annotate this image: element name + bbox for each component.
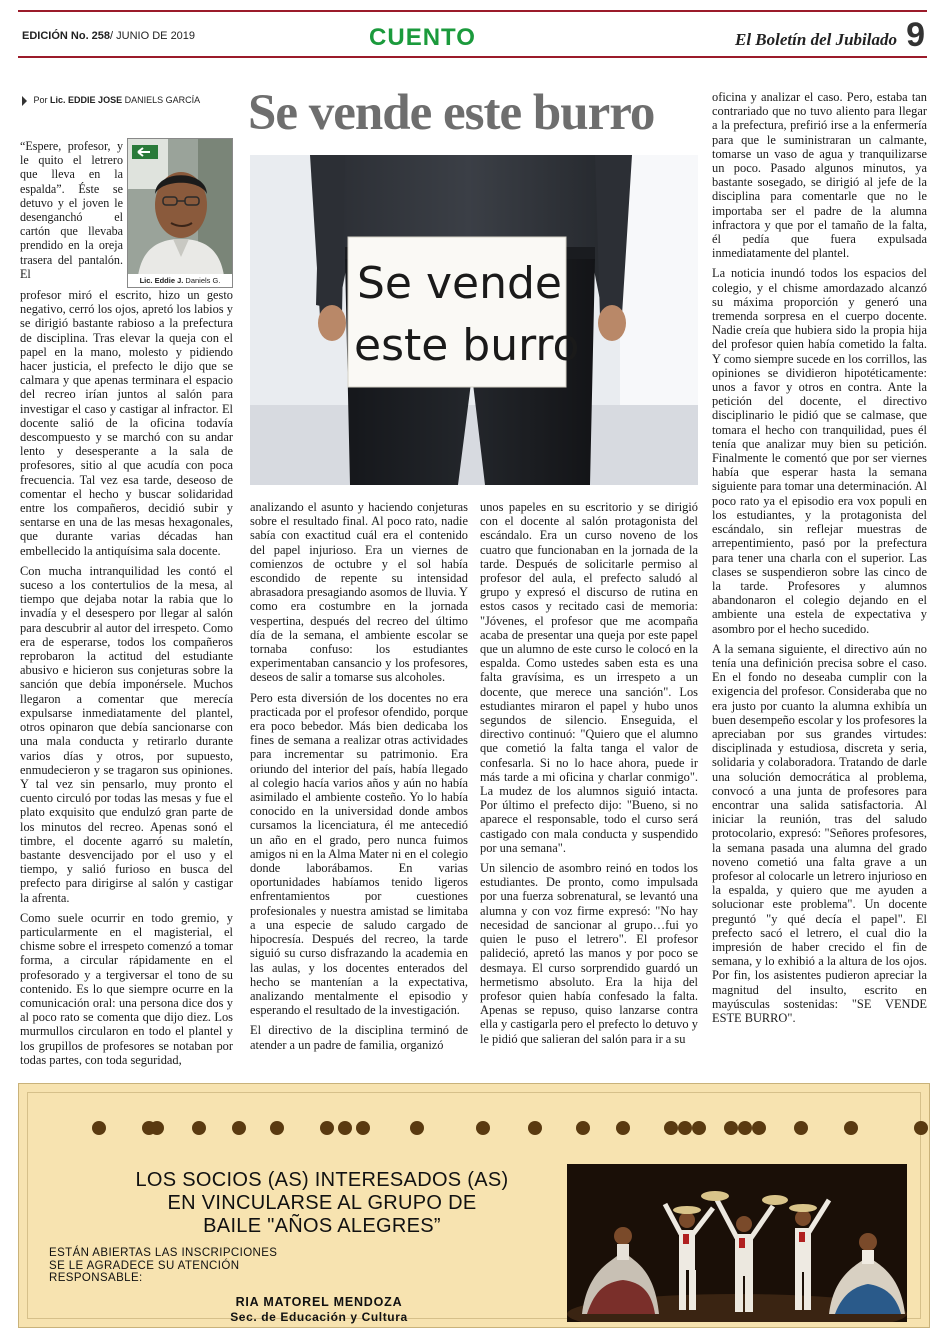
paragraph: Pero esta diversión de los docentes no era practicada por el profesor ofendido, porque era poco bebedor. Más bien dedicaba los fines de semana a realizar otras actividades para incrementar su patrimonio. Era oriundo del interior del país, había llegado al colegio hacía varios años y aún no había asimilado el ambiente costeño. Yo lo había conocido en la universidad donde ambos cursamos la licenciatura, él me antecedió un año en el grado, pero nunca fuimos amigos ni en la Alma Mater ni en el colegio donde laborábamos. En varias oportunidades habíamos tenido ligeros enfrentamientos por cuestiones profesionales y nuestra amistad se limitaba a una especie de saludo cargado de hipocresía. Después del recreo, la tarde siguió su curso disfrazando la academia en las aulas, y los docentes enterados del hecho se mantenían a la expectativa, analizando mentalmente el episodio y esperando el resultado de la investigación. (250, 690, 468, 1018)
edition-date: JUNIO DE 2019 (116, 30, 196, 42)
paragraph: oficina y analizar el caso. Pero, estaba tan contrariado que no tuvo aliento para llegar a la prefectura, prefirió irse a la enfermería para que le suministraran un calmante, tomarse un vaso de agua y tranquilizarse un poco. Pasado algunos minutos, ya bastante sosegado, se dirigió al jefe de la disciplina para comentarle que no le importaba ser el padre de la alumna infractora y que por el tamaño de la falta, él pedía que fuera expulsada inmediatamente del plantel. (712, 90, 927, 261)
header-top-rule (18, 10, 927, 12)
ad-contact-name: RIA MATOREL MENDOZA (235, 1295, 403, 1309)
sign-line2: este burro (354, 320, 580, 371)
sign-line1: Se vende (357, 258, 562, 309)
page-number: 9 (906, 16, 925, 54)
byline-prefix: Por (33, 95, 48, 105)
author-caption-bold: Lic. Eddie J. (139, 276, 184, 285)
column-2 (250, 500, 468, 1058)
ad-sub-line1: ESTÁN ABIERTAS LAS INSCRIPCIONES (49, 1247, 278, 1259)
column-3 (480, 500, 698, 1052)
ad-subtext (49, 1247, 379, 1285)
byline-name-bold: Lic. EDDIE JOSE (50, 95, 123, 105)
ad-contact-role: Sec. de Educación y Cultura (230, 1310, 408, 1324)
ad-heading-line2: EN VINCULARSE AL GRUPO DE (167, 1192, 477, 1214)
paragraph: Como suele ocurrir en todo gremio, y particularmente en el magisterial, el chisme sobre el irrespeto comenzó a tomar forma, a circular rápidamente en el profesorado y a tergiversar el tono de su contenido. Es lo que siempre ocurre en la comunicación oral: una persona dice dos y al poco rato se comenta que dijo diez. Los murmullos circularon en todo el plantel y los grupillos de profesores se notaban por todas partes, con toda seguridad, (20, 910, 233, 1067)
ad-sub-line2: SE LE AGRADECE SU ATENCIÓN (49, 1259, 240, 1272)
author-portrait-illustration (128, 139, 233, 276)
paragraph: El directivo de la disciplina terminó de atender a un padre de familia, organizó (250, 1023, 468, 1052)
ad-heading (77, 1169, 567, 1238)
article-title: Se vende este burro (248, 85, 655, 141)
dancers-photo (567, 1164, 907, 1322)
paragraph: Con mucha intranquilidad les contó el suceso a los contertulios de la mesa, al tiempo que dejaba notar la rabia que lo invadía y el desespero por llegar al salón para descubrir al autor del irrespeto. Como era de esperarse, todos los compañeros reprobaron la actitud del estudiante abusivo e hicieron sus conjeturas sobre la sanción que debía imponérsele. Muchos llegaron a comentar que merecía expulsarse inmediatamente del plantel, otros opinaron que debía sancionarse con una mala conducta y retirarlo durante varios días y otros, por supuesto, enmudecieron y se tragaron sus opiniones. Y tal vez sin pensarlo, muy pronto el cuento circuló por todas las mesas y fue el plato exquisito que endulzó gran parte de los minutos del recreo. Apenas sonó el timbre, el docente agarró su maletín, bastante desvencijado por el uso y el tiempo, y salió furioso en busca del prefecto para dirigirse al salón y castigar la afrenta. (20, 563, 233, 905)
byline (22, 95, 200, 106)
author-caption-rest: Daniels G. (185, 276, 221, 285)
edition-label: EDICIÓN (22, 30, 68, 42)
edition-number: No. 258 (70, 30, 111, 42)
author-caption (128, 274, 232, 287)
section-name: CUENTO (369, 24, 476, 51)
column-1-top (20, 139, 123, 287)
column-4 (712, 90, 927, 1031)
edition-info: EDICIÓN No. 258/ JUNIO DE 2019 (22, 30, 196, 42)
header-bottom-rule (18, 56, 927, 58)
paragraph: analizando el asunto y haciendo conjeturas sobre el resultado final. Al poco rato, nadie sabía con exactitud cuál era el contenido del papel injurioso. Era un viernes de comienzos de octubre y el sol había escondido de repente su intensidad abrasadora presagiando asomos de lluvia. Y como era costumbre en la jornada vespertina, después del recreo del último día de la semana, el ambiente escolar se tornaba confuso: los estudiantes experimentaban cansancio y los profesores, deseos de salir a tomarse sus alcoholes. (250, 500, 468, 685)
byline-name-rest: DANIELS GARCÍA (124, 95, 201, 105)
paragraph: A la semana siguiente, el directivo aún no tenía una definición precisa sobre el caso. En el fondo no deseaba cumplir con la exigencia del profesor. Consideraba que no era justo por cuanto la alumna exhibía un buen desempeño escolar y los profesores la apreciaban por sus grandes virtudes: disciplinada y estudiosa, discreta y seria, solidaria y colaboradora. Tratando de darle una solución democrática al problema, convocó a una junta de profesores para encontrar una salida satisfactoria. Al iniciar la reunión, tras del saludo protocolario, expresó: "Señores profesores, la semana pasada una alumna del grado noveno cometió una falta grave a un profesor al colocarle un letrero injurioso en la espalda, y quiero que me ayuden a solucionar este problema". Un docente preguntó "y qué decía el papel". El prefecto sacó el letrero, el cual dio la impresión de haber crecido el fin de semana, y lo exhibió a la altura de los ojos. Por fin, los asistentes pudieron apreciar la magnitud del insulto, escrito en mayúsculas sostenidas: "SE VENDE ESTE BURRO". (712, 641, 927, 1025)
triangle-bullet-icon (22, 96, 27, 106)
paragraph: La noticia inundó todos los espacios del colegio, y el chisme amordazado alcanzó su máxima proporción y generó una tremenda sorpresa en el cuerpo docente. Nadie creía que hubiera sido la propia hija del profesor quien había cometido la falta. Y como siempre sucede en los corrillos, las opiniones se dividieron hipotéticamente: unos a favor y otros en contra. Ante la petición del docente, el directivo disciplinario le pidió que se calmase, que tomara el hecho con tranquilidad, pues él tenía que analizar muy bien su petición. Finalmente le comentó que por ser viernes había que esperar hasta la semana siguiente para tomar una determinación. Al poco rato ya el episodio era vox populi en los estudiantes, y la protagonista del escándalo, sin reflejar muestras de arrepentimiento, pasó por la prefectura para tener una charla con el superior. Las clases se suspendieron sobre las cinco de la tarde. Profesores y alumnos abandonaron el colegio dejando en el ambiente una estela de expectativa y asombro por el hecho sucedido. (712, 266, 927, 636)
author-photo (127, 138, 233, 288)
article-photo (250, 155, 698, 485)
paragraph: profesor miró el escrito, hizo un gesto negativo, cerró los ojos, apretó los labios y se dirigió bastante rabioso a la prefectura de disciplina. Tras elevar la queja con el papel en la mano, molesto y pidiendo hacer justicia, el prefecto le dijo que se calmara y que apenas terminara el espacio del recreo irían juntos al salón para investigar el caso y castigar al infractor. El docente salió de la oficina todavía descompuesto y se marchó con su andar lento y desesperante a la sala de profesores, sitio al que acudía con poca frecuencia. Tal vez esa tarde, deseoso de comentar el hecho y buscar solidaridad entre los compañeros, decidió subir y sentarse en una de las mesas hexagonales, que durante varias décadas han embellecido la antiquísima sala docente. (20, 288, 233, 558)
ad-heading-line1: LOS SOCIOS (AS) INTERESADOS (AS) (135, 1169, 509, 1191)
dots-decoration (91, 1118, 931, 1138)
paper-name: El Boletín del Jubilado (735, 30, 897, 49)
ad-heading-line3: BAILE "AÑOS ALEGRES” (203, 1215, 441, 1237)
column-1 (20, 288, 233, 1073)
paragraph: unos papeles en su escritorio y se dirigió con el docente al salón protagonista del escándalo. Era un curso noveno de los cuatro que funcionaban en la jornada de la tarde. Después de solicitarle permiso al profesor del aula, el prefecto saludó al grupo y expresó el discurso de rutina en estos casos y recitado casi de memoria: "Jóvenes, el profesor que me acompaña acaba de presentar una queja por este papel que un alumno de este curso le colocó en la espalda. Como ustedes saben esta es una falta gravísima, es un irrespeto a un docente, que merece una sanción". Los estudiantes miraron el papel y hubo unos segundos de silencio. Enseguida, el directivo continuó: "Quiero que el alumno que cometió la falta tanga el valor de confesarla. Si no lo hace ahora, puede ir más tarde a mi oficina y charlar conmigo". La mudez de los alumnos siguió intacta. Por último el prefecto dijo: "Bueno, si no aparece el responsable, todo el curso será castigado con mala conducta y suspendido por una semana". (480, 500, 698, 855)
dance-group-ad (18, 1083, 930, 1328)
man-with-sign-illustration (250, 155, 698, 485)
paragraph: “Espere, profesor, y le quito el letrero que lleva en la espalda”. Éste se detuvo y el joven le desenganchó el cartón que llevaba prendido en la oreja trasera del pantalón. El (20, 139, 123, 281)
ad-sub-line3: RESPONSABLE: (49, 1272, 143, 1284)
paragraph: Un silencio de asombro reinó en todos los estudiantes. De pronto, como impulsada por una fuerza sobrenatural, se levantó una alumna y con voz firme expresó: "No hay necesidad de sancionar al grupo…fui yo quien le puso el letrero". El profesor palideció, apretó las manos y por poco se desmaya. El curso sorprendido guardó un hermetismo absoluto. Era la hija del profesor quien había confesado la falta. Apenas se repuso, quiso lanzarse contra ella y castigarla pero el prefecto lo detuvo y le pidió que salieran del salón para ir a su (480, 861, 698, 1046)
dancers-illustration (567, 1164, 907, 1322)
